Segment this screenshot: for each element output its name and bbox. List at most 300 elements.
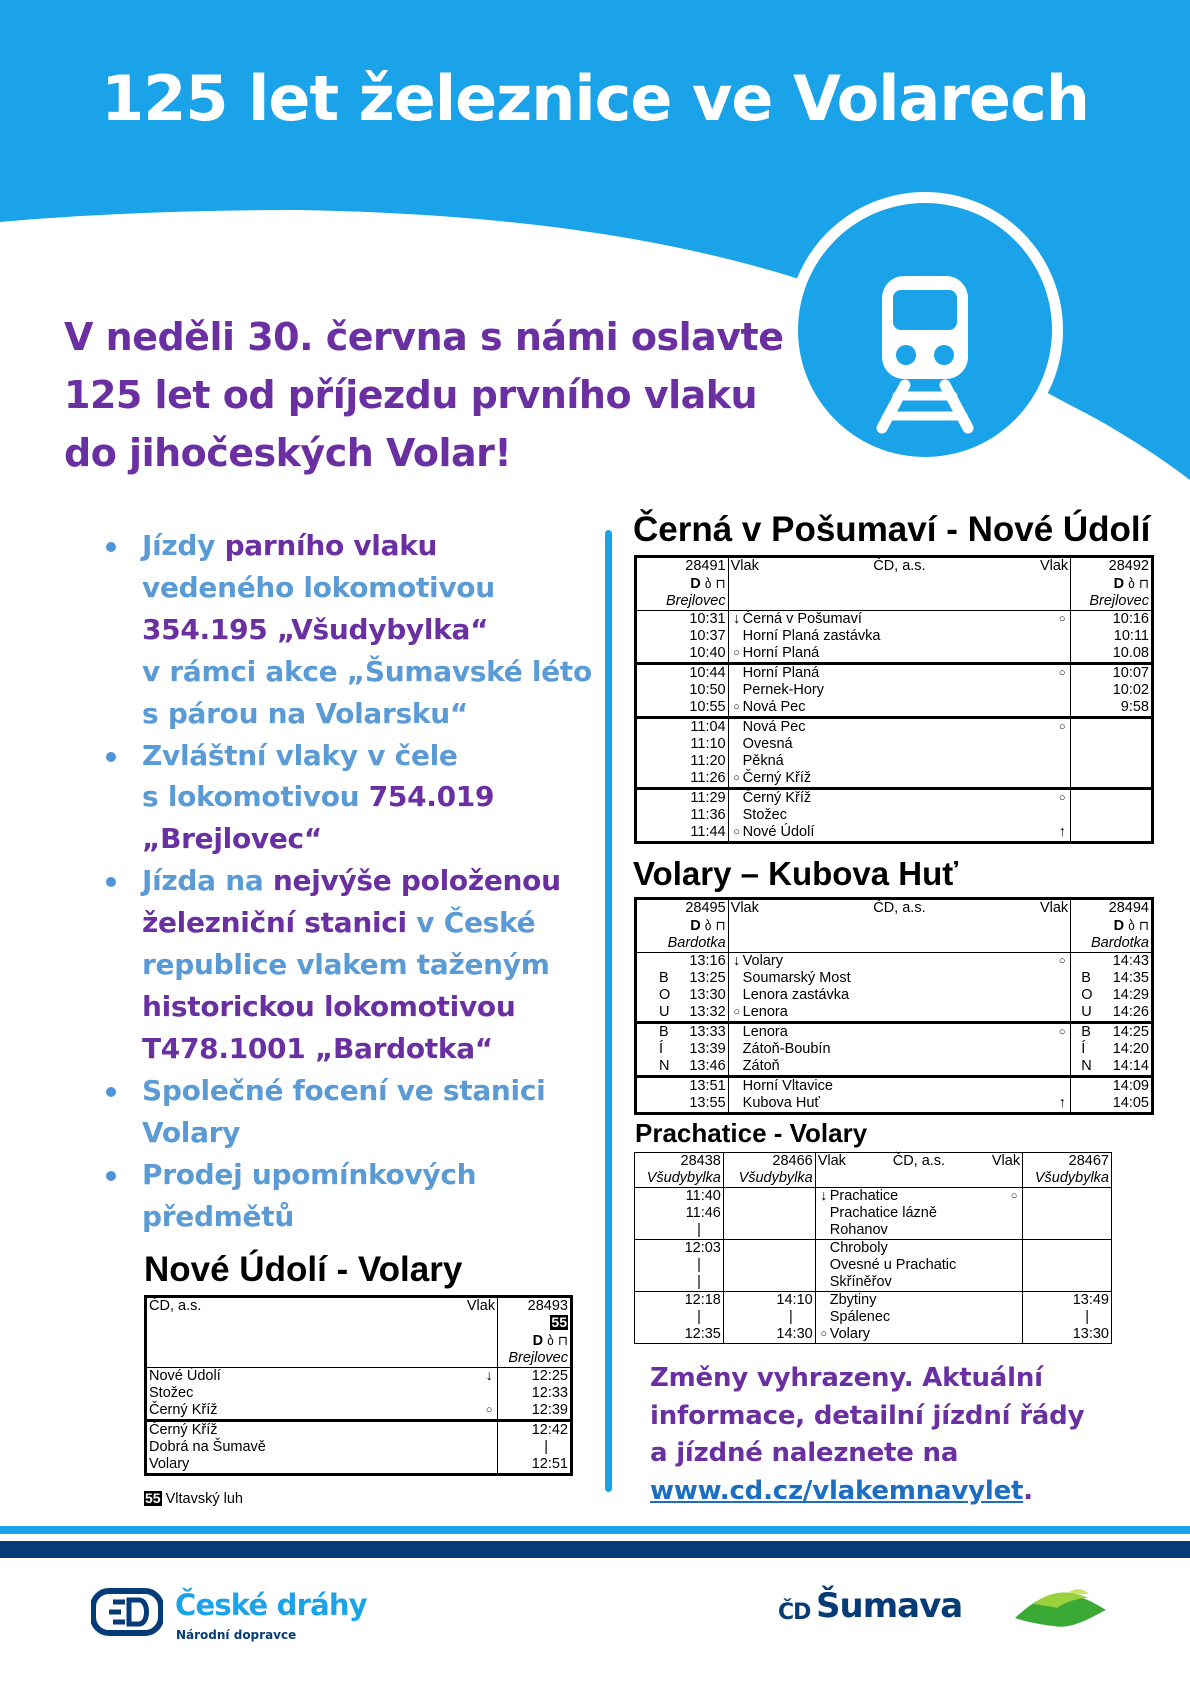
station-cell (146, 1385, 498, 1402)
marker-spacer (818, 1222, 830, 1239)
station-cell (146, 1439, 498, 1456)
timetable-row (636, 753, 1153, 770)
marker-spacer (1056, 645, 1068, 662)
bullet-text: předmětů (142, 1199, 294, 1233)
time-label: 13:30 (689, 987, 726, 1003)
marker-spacer (1056, 1078, 1068, 1095)
time-label: 11:10 (690, 736, 726, 752)
bullet-item (100, 1070, 600, 1154)
train-number: 28438 (680, 1153, 721, 1169)
station-name: Volary (829, 1326, 871, 1342)
station-cell (728, 682, 1071, 699)
bullet-text: s lokomotivou (142, 780, 369, 814)
stop-circle-icon: ○ (1058, 613, 1066, 625)
bullet-text: železniční stanici (142, 906, 407, 940)
time-cell: 11:46 (685, 1205, 721, 1221)
marker-spacer (483, 1385, 495, 1402)
arrival-time-cell (1071, 1041, 1153, 1058)
day-code: O (659, 987, 671, 1003)
arrival-time-cell (1071, 628, 1153, 645)
train-name: Všudybylka (646, 1170, 721, 1186)
cd-subtitle: Národní dopravce (176, 1628, 297, 1642)
stop-circle-icon: ○ (1058, 955, 1066, 967)
vlak-label: Vlak (466, 1298, 496, 1314)
bullet-text: v rámci akce „Šumavské léto (142, 654, 592, 688)
timetable-header-row (636, 557, 1153, 576)
marker-spacer (731, 970, 743, 987)
time-cell (1023, 1205, 1112, 1222)
departure-time-cell (636, 699, 729, 718)
bullet-text: „Brejlovec“ (142, 822, 322, 856)
day-code: U (659, 1004, 670, 1020)
time-cell: 12:25 (498, 1368, 572, 1386)
day-code: U (1081, 1004, 1092, 1020)
bullet-item (100, 525, 600, 735)
bullet-text: T478.1001 „Bardotka“ (142, 1031, 493, 1065)
timetable-row (636, 1095, 1153, 1114)
train-amenities-left (636, 575, 729, 593)
time-label: 11:29 (690, 790, 726, 806)
departure-time-cell (636, 1004, 729, 1023)
timetable-row (636, 682, 1153, 699)
arrival-time-cell (1071, 664, 1153, 683)
arrival-time-cell (1071, 1023, 1153, 1042)
empty-cell (728, 593, 1071, 611)
marker-spacer (1056, 807, 1068, 824)
station-cell (728, 611, 1071, 629)
legend-text: Vltavský luh (165, 1491, 243, 1507)
website-link[interactable]: www.cd.cz/vlakemnavylet (650, 1475, 1024, 1506)
timetable-row (636, 664, 1153, 683)
arrow-down-icon: ↓ (485, 1368, 493, 1384)
empty-cell (728, 917, 1071, 935)
arrival-time-cell (1071, 1095, 1153, 1114)
train-amenities-right (1071, 917, 1153, 935)
arrival-time-cell (1071, 824, 1153, 843)
departure-time-cell (636, 807, 729, 824)
departure-time-cell (636, 645, 729, 664)
timetable-row (635, 1257, 1112, 1274)
time-label: 14:29 (1112, 987, 1149, 1003)
bullet-text: historickou lokomotivou (142, 989, 516, 1023)
station-name: Černá v Pošumaví (742, 611, 862, 627)
station-cell (815, 1257, 1022, 1274)
timetable-row (636, 1077, 1153, 1096)
arrival-time-cell (1071, 953, 1153, 971)
station-cell (815, 1326, 1022, 1344)
station-cell (728, 1077, 1071, 1096)
train-number: 28493 (498, 1297, 572, 1316)
category-label: D (532, 1333, 544, 1349)
marker-spacer (731, 987, 743, 1004)
time-cell: | (697, 1257, 701, 1273)
station-name: Lenora (742, 1004, 788, 1020)
time-label: 11:36 (690, 807, 726, 823)
day-code: B (659, 1024, 669, 1040)
stop-circle-icon: ○ (733, 772, 740, 784)
time-cell: | (723, 1309, 815, 1326)
line-badge: 55 (551, 1314, 567, 1330)
time-cell (1023, 1222, 1112, 1240)
time-label: 10:11 (1113, 628, 1149, 644)
cd-name: České dráhy (175, 1588, 367, 1622)
station-name: Horní Planá zastávka (742, 628, 881, 644)
timetable-row (636, 699, 1153, 718)
station-cell (815, 1240, 1022, 1258)
train-name: Všudybylka (1023, 1170, 1112, 1188)
bullet-text: vedeného lokomotivou (142, 570, 495, 604)
timetable-row (635, 1326, 1112, 1344)
train-name-right: Bardotka (1071, 935, 1153, 953)
train-number: 28467 (1023, 1153, 1112, 1171)
marker-spacer (818, 1240, 830, 1257)
arrival-time-cell (1071, 718, 1153, 737)
marker-spacer (1008, 1205, 1020, 1222)
empty-cell (146, 1350, 498, 1368)
time-label: 14:35 (1112, 970, 1149, 986)
station-cell (728, 970, 1071, 987)
sumava-hills-icon (1013, 1586, 1108, 1631)
train-name: Všudybylka (723, 1170, 815, 1188)
bullet-dot-icon (106, 542, 116, 552)
station-cell (728, 753, 1071, 770)
timetable-header-row (636, 593, 1153, 611)
time-cell: 14:10 (723, 1292, 815, 1310)
timetable-row (146, 1368, 572, 1386)
note-line: a jízdné naleznete na (650, 1438, 959, 1468)
time-cell: 12:42 (498, 1421, 572, 1440)
page-title: 125 let železnice ve Volarech (101, 62, 1089, 135)
stop-circle-icon: ○ (733, 647, 740, 659)
departure-time-cell (636, 1023, 729, 1042)
badge-cell (498, 1315, 572, 1332)
intro-text (64, 308, 854, 482)
time-cell (1023, 1240, 1112, 1258)
marker-spacer (818, 1274, 830, 1291)
timetable-title-cerna: Černá v Pošumaví - Nové Údolí (633, 510, 1151, 549)
timetable-header-row (146, 1297, 572, 1316)
marker-spacer (731, 1058, 743, 1075)
time-label: 10:55 (689, 699, 726, 715)
station-name: Volary (742, 953, 783, 969)
marker-spacer (1056, 1041, 1068, 1058)
timetable-row (636, 1004, 1153, 1023)
day-code: B (659, 970, 669, 986)
timetable-header-row (636, 575, 1153, 593)
train-amenities (498, 1332, 572, 1350)
station-name: Nové Údolí (149, 1368, 221, 1384)
category-label: D (690, 918, 701, 934)
station-cell (728, 1004, 1071, 1023)
train-number-left: 28491 (685, 558, 726, 574)
time-cell: 12:18 (635, 1292, 724, 1310)
timetable-row (635, 1222, 1112, 1240)
train-number-right: 28492 (1071, 557, 1153, 576)
stop-circle-icon: ○ (733, 826, 740, 838)
marker-spacer (1056, 628, 1068, 645)
operator-label: ČD, a.s. (892, 1153, 946, 1169)
marker-spacer (1056, 682, 1068, 699)
timetable-row (146, 1456, 572, 1475)
note-line: informace, detailní jízdní řády (650, 1400, 1085, 1431)
marker-spacer (818, 1292, 830, 1309)
time-label: 10:07 (1112, 665, 1149, 681)
time-label: 11:04 (690, 719, 726, 735)
departure-time-cell (636, 770, 729, 789)
time-cell: | (697, 1309, 701, 1325)
bullet-text: Jízdy (142, 529, 225, 562)
departure-time-cell (636, 1041, 729, 1058)
time-label: 11:26 (690, 770, 726, 786)
marker-spacer (1008, 1257, 1020, 1274)
time-cell: 12:51 (498, 1456, 572, 1475)
footer-stripe-navy (0, 1541, 1190, 1558)
station-name: Zbytiny (829, 1292, 877, 1308)
marker-spacer (818, 1257, 830, 1274)
time-cell: | (697, 1222, 701, 1238)
marker-spacer (731, 790, 743, 807)
station-name: Lenora (742, 1024, 788, 1040)
bullet-dot-icon (106, 877, 116, 887)
station-cell (815, 1292, 1022, 1310)
station-name: Nová Pec (742, 719, 806, 735)
bullet-text: Prodej upomínkových (142, 1157, 477, 1191)
station-cell (728, 807, 1071, 824)
stop-circle-icon: ○ (820, 1328, 828, 1340)
ceske-drahy-logo (91, 1588, 381, 1648)
timetable-header-row (146, 1332, 572, 1350)
time-label: 9:58 (1120, 699, 1149, 715)
arrival-time-cell (1071, 807, 1153, 824)
operator-cell (728, 557, 1071, 576)
intro-line: 125 let od příjezdu prvního vlaku (64, 373, 758, 417)
arrow-down-icon: ↓ (820, 1188, 828, 1204)
station-name: Horní Vltavice (742, 1078, 833, 1094)
departure-time-cell (636, 970, 729, 987)
station-cell (146, 1402, 498, 1421)
timetable-row (636, 789, 1153, 808)
category-label: D (1113, 576, 1125, 592)
time-cell (1023, 1274, 1112, 1292)
timetable-header-row (636, 917, 1153, 935)
timetable-row (636, 736, 1153, 753)
train-name-right: Brejlovec (1071, 593, 1153, 611)
stop-circle-icon: ○ (1058, 667, 1066, 679)
time-label: 13:33 (689, 1024, 726, 1040)
stop-circle-icon: ○ (733, 1006, 740, 1018)
marker-spacer (1056, 970, 1068, 987)
footer-note (650, 1360, 1150, 1510)
bicycle-icon: ბ (704, 576, 712, 591)
station-cell (728, 789, 1071, 808)
time-cell: | (697, 1274, 701, 1290)
station-name: Kubova Huť (742, 1095, 820, 1111)
bicycle-icon: ბ (547, 1333, 554, 1348)
train-number-left: 28495 (685, 900, 726, 916)
timetable-row (146, 1439, 572, 1456)
empty-cell (146, 1315, 498, 1332)
time-label: 14:09 (1112, 1078, 1149, 1094)
day-code: Í (1081, 1041, 1086, 1057)
day-code: N (659, 1058, 670, 1074)
marker-spacer (731, 1041, 743, 1058)
vertical-divider (605, 530, 612, 1492)
stop-circle-icon: ○ (733, 701, 740, 713)
bullet-text: Společné focení ve stanici (142, 1073, 546, 1107)
time-label: 13:25 (689, 970, 726, 986)
marker-spacer (1056, 770, 1068, 787)
time-label: 13:39 (689, 1041, 726, 1057)
timetable-legend (144, 1491, 243, 1507)
station-cell (815, 1309, 1022, 1326)
time-label: 10:31 (689, 611, 726, 627)
bullet-item (100, 1154, 600, 1238)
time-cell: 12:39 (498, 1402, 572, 1421)
departure-time-cell (636, 664, 729, 683)
marker-spacer (1008, 1326, 1020, 1343)
station-name: Pěkná (742, 753, 784, 769)
operator-cell (815, 1153, 1022, 1171)
station-name: Chroboly (829, 1240, 888, 1256)
time-label: 13:51 (689, 1078, 726, 1094)
empty-cell (815, 1170, 1022, 1188)
day-code: N (1081, 1058, 1092, 1074)
arrival-time-cell (1071, 611, 1153, 629)
time-cell (723, 1240, 815, 1258)
time-cell: 13:30 (1023, 1326, 1112, 1344)
event-bullet-list (100, 525, 600, 1237)
time-cell: 11:40 (635, 1188, 724, 1206)
arrow-up-icon: ↑ (1058, 1095, 1066, 1111)
time-label: 14:05 (1112, 1095, 1149, 1111)
time-cell (723, 1205, 815, 1222)
station-name: Zátoň-Boubín (742, 1041, 831, 1057)
station-cell (728, 1058, 1071, 1077)
vlak-label: Vlak (991, 1153, 1021, 1169)
station-name: Soumarský Most (742, 970, 851, 986)
time-cell: 12:35 (684, 1326, 721, 1342)
marker-spacer (1008, 1274, 1020, 1291)
station-name: Prachatice (829, 1188, 899, 1204)
timetable-row (636, 1058, 1153, 1077)
marker-spacer (1008, 1292, 1020, 1309)
day-code: Í (659, 1041, 664, 1057)
bullet-text: 754.019 (368, 780, 495, 814)
station-name: Lenora zastávka (742, 987, 850, 1003)
station-cell (146, 1421, 498, 1440)
timetable-title-volary-kubova: Volary – Kubova Huť (633, 855, 959, 892)
station-cell (728, 770, 1071, 789)
departure-time-cell (636, 682, 729, 699)
operator-cell (728, 899, 1071, 918)
arrival-time-cell (1071, 970, 1153, 987)
station-name: Horní Planá (742, 645, 820, 661)
timetable-header-row (146, 1315, 572, 1332)
marker-spacer (1056, 1004, 1068, 1021)
marker-spacer (731, 682, 743, 699)
station-cell (728, 953, 1071, 971)
empty-cell (728, 575, 1071, 593)
time-cell (723, 1257, 815, 1274)
arrival-time-cell (1071, 789, 1153, 808)
train-name-left: Brejlovec (665, 593, 726, 609)
timetable-row (636, 970, 1153, 987)
departure-time-cell (636, 736, 729, 753)
intro-line: do jihočeských Volar! (64, 431, 512, 475)
timetable-header-row (635, 1170, 1112, 1188)
luggage-icon: ⊓ (1138, 918, 1149, 933)
timetable-volary-kubova-hut (634, 897, 1154, 1115)
timetable-nove-udoli-volary (144, 1295, 573, 1476)
marker-spacer (731, 753, 743, 770)
station-name: Černý Kříž (149, 1422, 218, 1438)
vlak-label: Vlak (730, 900, 759, 916)
arrival-time-cell (1071, 699, 1153, 718)
station-name: Ovesná (742, 736, 793, 752)
stop-circle-icon: ○ (485, 1404, 493, 1416)
timetable-row (636, 1041, 1153, 1058)
vlak-label: Vlak (730, 558, 759, 574)
time-cell: 12:33 (498, 1385, 572, 1402)
marker-spacer (731, 665, 743, 682)
station-name: Černý Kříž (149, 1402, 218, 1418)
day-code: B (1081, 1024, 1091, 1040)
time-cell: | (498, 1439, 572, 1456)
departure-time-cell (636, 789, 729, 808)
category-label: D (1113, 918, 1125, 934)
timetable-row (636, 718, 1153, 737)
timetable-header-row (636, 935, 1153, 953)
arrow-up-icon: ↑ (1058, 824, 1066, 840)
time-cell (1023, 1257, 1112, 1274)
station-cell (728, 1041, 1071, 1058)
marker-spacer (1008, 1240, 1020, 1257)
marker-spacer (731, 736, 743, 753)
time-label: 14:26 (1112, 1004, 1149, 1020)
marker-spacer (731, 807, 743, 824)
arrival-time-cell (1071, 645, 1153, 664)
departure-time-cell (636, 953, 729, 971)
timetable-row (146, 1402, 572, 1421)
station-name: Rohanov (829, 1222, 888, 1238)
intro-line: V neděli 30. června s námi oslavte (64, 315, 784, 359)
timetable-title-prachatice: Prachatice - Volary (635, 1118, 868, 1148)
timetable-row (636, 807, 1153, 824)
departure-time-cell (636, 1058, 729, 1077)
marker-spacer (731, 1024, 743, 1041)
timetable-row (636, 1023, 1153, 1042)
arrival-time-cell (1071, 1004, 1153, 1023)
station-name: Pernek-Hory (742, 682, 825, 698)
arrival-time-cell (1071, 987, 1153, 1004)
station-cell (146, 1456, 498, 1475)
time-cell: | (1023, 1309, 1112, 1326)
legend-badge: 55 (145, 1490, 161, 1506)
arrival-time-cell (1071, 682, 1153, 699)
time-label: 14:20 (1112, 1041, 1149, 1057)
time-cell: 12:03 (635, 1240, 724, 1258)
station-name: Spálenec (829, 1309, 891, 1325)
marker-spacer (1008, 1222, 1020, 1239)
timetable-row (636, 953, 1153, 971)
bullet-text: parního vlaku (224, 529, 438, 562)
station-cell (728, 664, 1071, 683)
time-label: 10:02 (1112, 682, 1149, 698)
bullet-text: v České (406, 906, 536, 940)
bullet-item (100, 735, 600, 861)
time-label: 14:25 (1112, 1024, 1149, 1040)
timetable-row (635, 1292, 1112, 1310)
